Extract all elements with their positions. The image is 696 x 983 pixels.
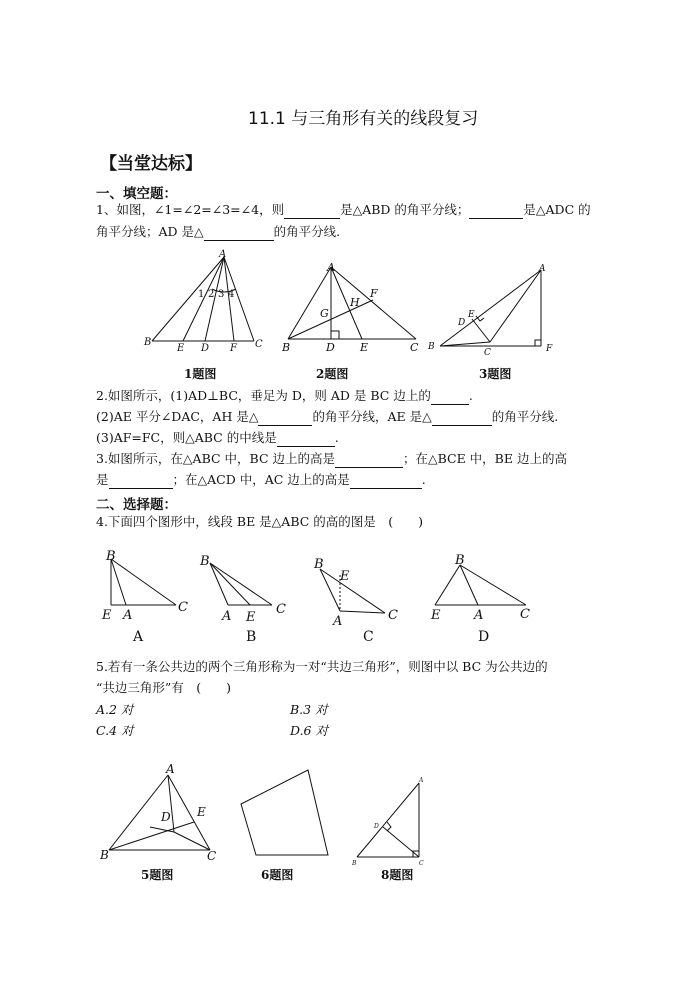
point-label: D [374,823,379,830]
q3-text-b: ；在△BCE 中，BE 边上的高 [402,451,567,466]
q2-text-b: . [468,388,473,403]
point-label: A [327,261,335,274]
q2-text-e: 的角平分线. [491,409,559,424]
point-label: B [314,557,324,572]
answer-blank[interactable] [350,474,422,489]
point-label: F [370,287,378,300]
point-label: E [197,805,206,819]
answer-blank[interactable] [109,474,173,489]
point-label: E [360,341,369,354]
point-label: C [484,348,491,358]
question-1-line1 [96,201,591,219]
option-label: D [478,629,490,645]
q2-text-c: (2)AE 平分∠DAC，AH 是△ [96,409,259,424]
point-label: A [123,608,133,623]
figure-6-caption: 6题图 [261,868,294,882]
question-4-figures [0,545,696,650]
question-1-line2 [96,223,340,241]
question-3-line2 [96,471,426,489]
point-label: D [458,318,466,328]
point-label: D [201,343,210,354]
option-label: C [363,629,374,645]
point-label: D [326,341,335,354]
point-label: E [177,343,185,354]
option-label: B [246,629,257,645]
figure-3-caption: 3题图 [479,367,512,381]
point-label: B [428,342,435,352]
q3-text-e: . [421,472,426,487]
point-label: B [352,860,357,867]
point-label: E [468,310,475,320]
question-5-line1: 5.若有一条公共边的两个三角形称为一对“共边三角形”，则图中以 BC 为公共边的 [96,659,548,674]
figures-1-3 [0,245,696,385]
point-label: C [276,602,286,617]
point-label: C [207,849,217,863]
q2-text-f: (3)AF=FC，则△ABC 的中线是 [96,430,277,445]
section-heading: 【当堂达标】 [100,154,202,174]
point-label: A [166,762,175,776]
option-d: D.6 对 [290,723,328,738]
point-label: G [320,307,329,320]
point-label: E [340,569,350,584]
point-label: H [350,296,360,309]
point-label: A [539,264,546,274]
point-label: B [144,337,152,348]
question-2-line1 [96,387,473,405]
point-label: A [474,608,484,623]
angle-label: 1 [198,289,205,300]
q2-text-g: . [334,430,339,445]
point-label: C [410,341,419,354]
part2-heading: 二、选择题： [96,497,177,513]
question-3-line1 [96,450,567,468]
point-label: C [178,600,188,615]
q3-text-c: 是 [96,472,109,487]
point-label: C [419,860,424,867]
point-label: E [102,608,112,623]
point-label: B [282,341,291,354]
point-label: A [222,609,232,624]
q1-text-b: 是△ABD 的角平分线； [340,202,470,217]
answer-blank[interactable] [335,453,403,468]
option-label: A [133,629,144,645]
q3-text-d: ；在△ACD 中，AC 边上的高是 [172,472,350,487]
answer-blank[interactable] [258,411,312,426]
figure-5-caption: 5题图 [141,868,174,882]
question-2-line2 [96,408,558,426]
angle-label: 2 [208,289,215,300]
point-label: E [246,610,256,625]
figure-8-caption: 8题图 [381,868,414,882]
q1-text-a: 1、如图，∠1=∠2=∠3=∠4，则 [96,202,285,217]
q1-text-e: 的角平分线. [273,224,341,239]
q3-text-a: 3.如图所示，在△ABC 中，BC 边上的高是 [96,451,335,466]
part1-heading: 一、填空题： [96,186,177,202]
answer-blank[interactable] [277,432,335,447]
page-title: 11.1 与三角形有关的线段复习 [248,109,479,129]
point-label: E [431,608,441,623]
q1-text-d: 角平分线；AD 是△ [96,224,204,239]
figures-5-6-8 [0,755,696,870]
point-label: A [333,614,343,629]
option-b: B.3 对 [290,702,328,717]
point-label: D [161,810,171,824]
answer-blank[interactable] [469,204,523,219]
point-label: A [419,777,424,784]
option-c: C.4 对 [96,723,134,738]
question-2-line3 [96,429,339,447]
point-label: A [219,249,227,260]
answer-blank[interactable] [432,411,492,426]
q2-text-a: 2.如图所示，(1)AD⊥BC，垂足为 D，则 AD 是 BC 边上的 [96,388,431,403]
point-label: B [200,554,210,569]
point-label: F [230,343,237,354]
angle-label: 3 [218,289,225,300]
point-label: C [255,339,263,350]
point-label: B [106,549,116,564]
point-label: C [520,607,530,622]
point-label: B [455,553,465,568]
figure-2-caption: 2题图 [316,367,349,381]
option-a: A.2 对 [96,702,134,717]
point-label: C [388,608,398,623]
answer-blank[interactable] [431,390,469,405]
question-5-line2: “共边三角形”有 ( ) [96,680,232,695]
q1-text-c: 是△ADC 的 [523,202,591,217]
question-4-text: 4.下面四个图形中，线段 BE 是△ABC 的高的图是 ( ) [96,514,424,529]
answer-blank[interactable] [204,226,274,241]
angle-label: 4 [228,289,235,300]
q2-text-d: 的角平分线，AE 是△ [312,409,432,424]
answer-blank[interactable] [284,204,340,219]
figure-1-caption: 1题图 [184,367,217,381]
point-label: B [100,848,109,862]
point-label: F [546,344,553,354]
